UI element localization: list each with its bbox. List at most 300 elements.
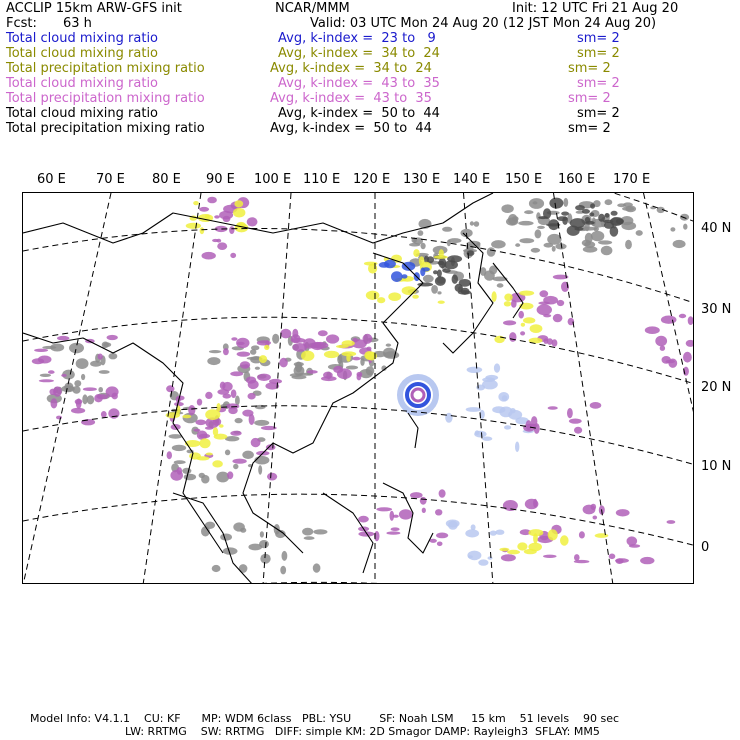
cloud-patch [422, 508, 426, 513]
cloud-patch [548, 406, 558, 410]
cloud-patch [291, 334, 301, 343]
cloud-patch [413, 249, 419, 257]
cloud-patch [254, 456, 269, 465]
cloud-patch [98, 387, 103, 392]
cloud-patch [508, 410, 522, 420]
cloud-patch [102, 342, 109, 349]
cloud-patch [590, 402, 602, 409]
cloud-patch [593, 516, 598, 520]
cloud-patch [435, 276, 446, 286]
cloud-patch [504, 425, 511, 429]
cloud-patch [388, 292, 401, 301]
model-info-line1: Model Info: V4.1.1 CU: KF MP: WDM 6class PBL: YSU SF: Noah LSM 15 km 51 levels 90 sec [30, 712, 620, 725]
cloud-patch [188, 405, 195, 415]
cloud-patch [640, 557, 654, 564]
cloud-patch [182, 468, 191, 474]
cloud-patch [280, 566, 286, 575]
cloud-patch [575, 205, 585, 210]
cloud-patch [248, 380, 259, 389]
cloud-patch [38, 356, 52, 364]
typhoon-core [412, 389, 424, 401]
cloud-patch [412, 295, 419, 299]
cloud-patch [601, 246, 613, 256]
cloud-patch [391, 271, 403, 282]
cloud-patch [220, 534, 232, 541]
cloud-patch [537, 226, 545, 229]
cloud-patch [667, 520, 676, 524]
cloud-patch [193, 201, 199, 205]
cloud-patch [419, 256, 425, 266]
cloud-patch [233, 464, 238, 469]
cloud-patch [194, 429, 201, 432]
cloud-patch [574, 554, 580, 561]
lon-label: 110 E [303, 172, 341, 187]
cloud-patch [530, 324, 543, 333]
cloud-patch [420, 497, 427, 505]
legend-sm: sm= 2 [577, 76, 620, 91]
parallel-line [23, 582, 694, 584]
cloud-patch [258, 465, 262, 475]
cloud-patch [232, 459, 246, 464]
cloud-patch [230, 371, 243, 376]
cloud-patch [499, 548, 509, 551]
meridian-line [23, 193, 111, 584]
cloud-patch [488, 556, 493, 559]
cloud-patch [177, 396, 185, 401]
cloud-patch [598, 240, 612, 244]
legend-sm: sm= 2 [577, 31, 620, 46]
cloud-patch [172, 445, 186, 451]
cloud-patch [384, 351, 399, 359]
cloud-patch [583, 505, 596, 515]
coastline [408, 413, 418, 448]
cloud-patch [83, 387, 97, 391]
cloud-patch [90, 361, 102, 367]
cloud-patch [517, 542, 527, 550]
cloud-patch [445, 413, 452, 423]
cloud-patch [442, 227, 452, 232]
organization: NCAR/MMM [275, 1, 350, 16]
cloud-patch [48, 370, 55, 374]
cloud-patch [51, 398, 58, 408]
cloud-patch [438, 301, 445, 304]
cloud-patch [368, 263, 377, 273]
cloud-patch [318, 330, 328, 336]
cloud-patch [82, 394, 87, 404]
legend-field: Total precipitation mixing ratio [6, 121, 205, 136]
cloud-patch [421, 243, 426, 249]
cloud-patch [302, 528, 313, 536]
cloud-patch [186, 223, 201, 229]
cloud-patch [561, 212, 569, 216]
cloud-patch [107, 335, 118, 340]
cloud-patch [474, 221, 480, 227]
cloud-patch [552, 246, 556, 252]
cloud-patch [393, 515, 399, 518]
cloud-patch [233, 208, 245, 218]
cloud-patch [272, 334, 279, 344]
cloud-patch [430, 539, 437, 543]
cloud-patch [357, 372, 363, 377]
cloud-patch [207, 197, 217, 204]
cloud-patch [515, 243, 520, 247]
cloud-patch [567, 408, 573, 418]
cloud-patch [509, 332, 516, 342]
cloud-patch [366, 291, 380, 300]
cloud-patch [248, 393, 256, 400]
cloud-patch [466, 407, 481, 412]
map-canvas [23, 193, 694, 584]
cloud-patch [199, 438, 210, 448]
cloud-patch [497, 283, 504, 287]
cloud-patch [324, 351, 339, 358]
cloud-patch [490, 531, 497, 536]
cloud-patch [492, 406, 505, 413]
model-title: ACCLIP 15km ARW-GFS init [6, 1, 182, 16]
cloud-patch [74, 380, 81, 387]
cloud-patch [534, 423, 540, 434]
cloud-patch [539, 290, 548, 297]
cloud-patch [230, 431, 241, 436]
coastline [23, 193, 493, 243]
cloud-patch [323, 372, 333, 379]
cloud-patch [346, 354, 350, 362]
legend-field: Total precipitation mixing ratio [6, 91, 205, 106]
cloud-patch [622, 207, 634, 211]
cloud-patch [201, 475, 209, 484]
cloud-patch [170, 470, 183, 481]
cloud-patch [536, 212, 540, 220]
cloud-patch [108, 408, 119, 418]
lat-label: 20 N [701, 380, 732, 395]
cloud-patch [174, 460, 186, 464]
cloud-patch [236, 338, 249, 348]
cloud-patch [109, 353, 118, 359]
cloud-patch [447, 240, 451, 247]
cloud-patch [442, 269, 451, 273]
lon-label: 120 E [353, 172, 391, 187]
cloud-patch [235, 418, 243, 423]
cloud-patch [34, 349, 48, 352]
cloud-patch [167, 451, 172, 459]
cloud-patch [491, 240, 506, 248]
legend-avg: Avg, k-index = 43 to 35 [270, 91, 432, 106]
cloud-patch [233, 522, 245, 531]
cloud-patch [543, 555, 557, 558]
cloud-patch [205, 409, 220, 420]
legend-sm: sm= 2 [568, 91, 611, 106]
cloud-patch [196, 456, 209, 460]
cloud-patch [492, 291, 497, 302]
cloud-patch [313, 529, 327, 534]
cloud-patch [570, 218, 586, 228]
legend-avg: Avg, k-index = 34 to 24 [278, 46, 440, 61]
cloud-patch [625, 240, 632, 250]
cloud-patch [333, 366, 343, 373]
cloud-patch [548, 529, 558, 540]
cloud-patch [237, 352, 251, 357]
cloud-patch [668, 359, 677, 368]
cloud-patch [251, 438, 261, 447]
map-frame [22, 192, 694, 584]
cloud-patch [533, 201, 538, 204]
cloud-patch [386, 344, 391, 347]
cloud-patch [352, 357, 360, 361]
coastline [493, 263, 523, 318]
cloud-patch [579, 531, 585, 538]
cloud-patch [216, 239, 221, 243]
cloud-patch [679, 314, 686, 318]
cloud-patch [307, 370, 318, 374]
cloud-patch [547, 234, 561, 245]
legend-field: Total precipitation mixing ratio [6, 61, 205, 76]
lon-label: 90 E [206, 172, 235, 187]
typhoon [400, 377, 436, 413]
cloud-patch [254, 420, 269, 426]
cloud-patch [410, 492, 423, 498]
cloud-patch [39, 379, 54, 382]
lat-label: 30 N [701, 302, 732, 317]
cloud-patch [377, 297, 385, 303]
cloud-patch [422, 267, 430, 271]
cloud-patch [76, 358, 89, 369]
cloud-patch [543, 296, 558, 305]
cloud-patch [478, 559, 488, 565]
cloud-patch [521, 323, 525, 327]
cloud-patch [591, 231, 604, 241]
cloud-patch [250, 349, 256, 355]
legend-sm: sm= 2 [568, 61, 611, 76]
cloud-patch [101, 411, 107, 418]
cloud-patch [524, 549, 537, 554]
cloud-patch [209, 350, 221, 353]
cloud-patch [257, 340, 271, 345]
cloud-patch [615, 558, 629, 563]
cloud-patch [112, 393, 118, 400]
cloud-patch [437, 291, 441, 294]
cloud-patch [222, 382, 232, 391]
cloud-patch [399, 509, 413, 519]
cloud-patch [418, 230, 424, 236]
cloud-patch [670, 227, 675, 231]
legend-sm: sm= 2 [568, 121, 611, 136]
cloud-patch [470, 221, 474, 225]
cloud-patch [56, 416, 62, 420]
forecast-hour: 63 h [63, 16, 92, 31]
cloud-patch [98, 354, 103, 360]
cloud-patch [197, 399, 202, 406]
cloud-patch [259, 355, 267, 363]
cloud-patch [217, 242, 227, 250]
cloud-patch [519, 238, 534, 243]
cloud-patch [282, 551, 288, 561]
cloud-patch [475, 430, 480, 435]
lat-label: 0 [701, 540, 710, 555]
cloud-patch [683, 352, 692, 363]
cloud-patch [199, 207, 209, 212]
cloud-patch [213, 427, 218, 436]
cloud-patch [519, 291, 534, 296]
cloud-patch [537, 304, 552, 315]
cloud-patch [495, 530, 504, 535]
cloud-patch [64, 382, 73, 391]
cloud-patch [508, 214, 518, 225]
legend-sm: sm= 2 [577, 46, 620, 61]
cloud-patch [660, 346, 665, 351]
cloud-patch [49, 389, 56, 395]
cloud-patch [655, 336, 667, 347]
cloud-patch [99, 370, 110, 374]
cloud-patch [223, 348, 229, 355]
cloud-patch [227, 471, 233, 479]
cloud-patch [524, 210, 533, 214]
parallel-line [23, 229, 694, 314]
cloud-patch [205, 392, 212, 399]
cloud-patch [230, 253, 236, 258]
cloud-patch [548, 219, 559, 230]
cloud-patch [503, 320, 516, 325]
cloud-patch [502, 395, 508, 401]
cloud-patch [569, 419, 582, 424]
cloud-patch [202, 252, 216, 260]
cloud-patch [435, 509, 442, 515]
cloud-patch [605, 199, 613, 205]
cloud-patch [212, 460, 223, 467]
lat-label: 10 N [701, 459, 732, 474]
cloud-patch [686, 340, 694, 347]
cloud-patch [673, 240, 686, 248]
cloud-patch [431, 285, 438, 294]
cloud-patch [326, 334, 339, 343]
lon-label: 150 E [505, 172, 543, 187]
cloud-patch [384, 260, 396, 269]
cloud-patch [71, 408, 85, 414]
cloud-patch [688, 316, 694, 325]
cloud-patch [582, 227, 597, 231]
cloud-patch [247, 217, 258, 226]
cloud-patch [436, 533, 448, 539]
cloud-patch [216, 472, 229, 483]
cloud-patch [603, 220, 613, 223]
cloud-patch [518, 221, 533, 226]
cloud-patch [255, 367, 260, 370]
cloud-patch [595, 533, 609, 538]
cloud-patch [616, 509, 630, 516]
cloud-patch [504, 294, 512, 302]
cloud-patch [439, 489, 446, 498]
cloud-patch [482, 437, 492, 441]
cloud-patch [81, 419, 95, 425]
cloud-patch [234, 200, 243, 207]
lat-label: 40 N [701, 221, 732, 236]
cloud-patch [313, 563, 321, 572]
model-info-line2: LW: RRTMG SW: RRTMG DIFF: simple KM: 2D Smagor DAMP: Rayleigh3 SFLAY: MM5 [125, 725, 600, 738]
cloud-patch [290, 373, 302, 377]
cloud-patch [267, 473, 277, 481]
legend-field: Total cloud mixing ratio [6, 46, 159, 61]
meridian-line [644, 193, 695, 584]
cloud-patch [549, 198, 563, 209]
legend-field: Total cloud mixing ratio [6, 106, 159, 121]
cloud-patch [590, 203, 595, 208]
cloud-patch [553, 314, 563, 322]
cloud-patch [611, 211, 618, 216]
cloud-patch [376, 507, 392, 511]
cloud-patch [69, 343, 84, 354]
init-time: Init: 12 UTC Fri 21 Aug 20 [512, 1, 679, 16]
cloud-patch [547, 338, 553, 345]
cloud-patch [231, 389, 237, 398]
cloud-patch [257, 374, 271, 381]
cloud-patch [645, 326, 660, 334]
cloud-patch [589, 212, 594, 216]
cloud-patch [437, 270, 442, 278]
cloud-patch [683, 224, 687, 230]
cloud-patch [609, 554, 616, 560]
cloud-patch [182, 415, 191, 419]
cloud-patch [386, 531, 400, 534]
cloud-patch [531, 248, 540, 253]
cloud-patch [231, 337, 237, 340]
cloud-patch [166, 385, 174, 392]
lon-label: 100 E [254, 172, 292, 187]
cloud-patch [200, 227, 205, 234]
legend-sm: sm= 2 [577, 106, 620, 121]
cloud-patch [616, 219, 624, 225]
lon-label: 80 E [152, 172, 181, 187]
cloud-patch [501, 204, 513, 213]
cloud-patch [61, 374, 67, 377]
cloud-patch [199, 434, 210, 439]
cloud-patch [538, 216, 548, 219]
cloud-patch [195, 420, 206, 426]
cloud-patch [42, 346, 56, 349]
cloud-patch [585, 221, 595, 225]
cloud-patch [280, 329, 291, 339]
cloud-patch [535, 229, 542, 238]
cloud-patch [533, 499, 537, 508]
cloud-patch [304, 536, 315, 540]
cloud-patch [518, 311, 524, 319]
cloud-patch [219, 424, 224, 428]
cloud-patch [629, 544, 640, 547]
cloud-patch [206, 453, 213, 456]
cloud-patch [242, 410, 253, 417]
cloud-patch [467, 367, 483, 373]
cloud-patch [557, 216, 568, 221]
cloud-patch [433, 270, 438, 274]
cloud-patch [346, 366, 358, 370]
cloud-patch [446, 520, 460, 528]
cloud-patch [533, 533, 538, 543]
cloud-patch [360, 358, 364, 366]
cloud-patch [468, 555, 473, 558]
cloud-patch [504, 301, 511, 306]
lon-label: 160 E [558, 172, 596, 187]
cloud-patch [244, 364, 249, 368]
cloud-patch [336, 345, 349, 348]
cloud-patch [447, 255, 462, 262]
legend-avg: Avg, k-index = 50 to 44 [278, 106, 440, 121]
parallel-line [23, 494, 694, 553]
cloud-patch [259, 540, 269, 548]
cloud-patch [494, 363, 500, 372]
cloud-patch [617, 203, 626, 207]
legend-avg: Avg, k-index = 34 to 24 [270, 61, 432, 76]
legend-avg: Avg, k-index = 43 to 35 [278, 76, 440, 91]
typhoon-ring [407, 384, 429, 406]
cloud-patch [434, 255, 448, 259]
